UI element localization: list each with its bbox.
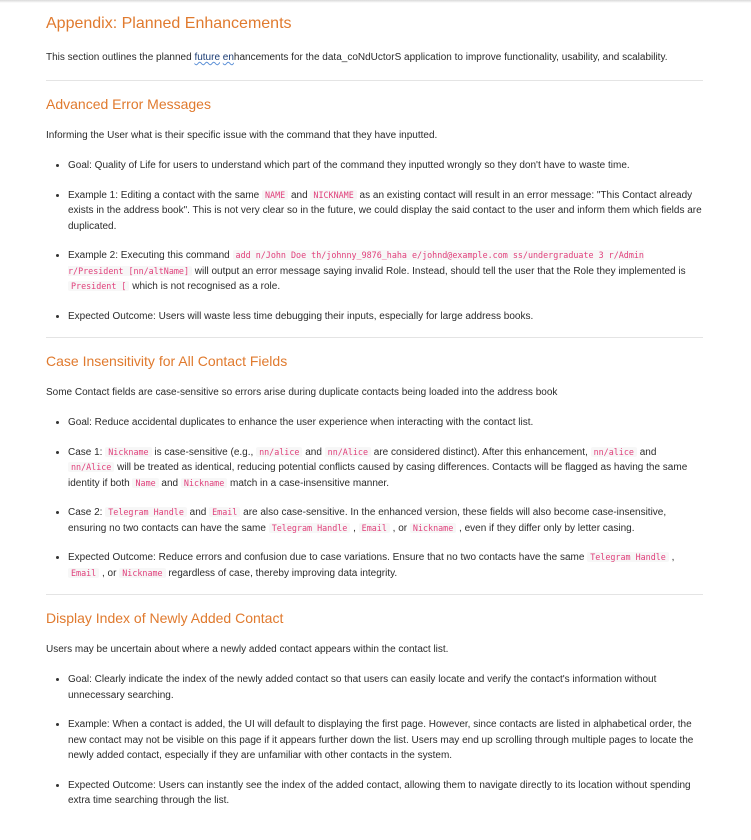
text: will be treated as identical, reducing potential conflicts caused by casing differences. Contacts will be flagged as having the same identity if both: [68, 462, 688, 489]
inline-code: Telegram Handle: [587, 552, 669, 562]
text: as an existing contact will result in an error message: "This Contact already exists in the address book". This is not very clear so in the future, we could display the said contact to the user and inform them which fields are duplicated.: [68, 189, 702, 232]
bullet-list: [46, 415, 703, 581]
text: Example 1: Editing a contact with the same: [68, 189, 262, 201]
inline-code: Email: [359, 523, 390, 533]
bullet-list: [46, 672, 703, 809]
text: regardless of case, thereby improving data integrity.: [165, 567, 398, 579]
spell-flag-en[interactable]: en: [222, 52, 234, 63]
text: ,: [668, 552, 675, 563]
section-intro: Some Contact fields are case-sensitive so errors arise during duplicate contacts being loaded into the address book: [46, 387, 558, 398]
inline-code: nn/alice: [591, 447, 637, 457]
text: and: [288, 189, 311, 201]
text: and: [186, 507, 210, 518]
spell-flag-future[interactable]: future: [194, 52, 221, 63]
list-item-outcome: [68, 550, 703, 581]
list-item-outcome: • Expected Outcome: Users can instantly see the index of the added contact, allowing them to navigate directly to its location without spending extra time searching through the list.: [68, 778, 703, 809]
inline-code: add n/John Doe th/johnny_9876_haha e/johnd@example.com ss/undergraduate 3 r/Admin r/President [nn/altName]: [68, 250, 644, 276]
top-shadow: [0, 0, 751, 3]
section-heading-error-messages: Advanced Error Messages: [46, 96, 211, 112]
intro-text-after: hancements for the data_coNdUctorS application to improve functionality, usability, and scalability.: [233, 52, 668, 63]
text: ,: [350, 522, 359, 534]
text: and: [158, 477, 181, 489]
list-item-goal: • Goal: Reduce accidental duplicates to enhance the user experience when interacting with the contact list.: [68, 415, 703, 431]
section-heading-display-index: Display Index of Newly Added Contact: [46, 610, 284, 626]
inline-code: President [: [68, 281, 129, 291]
text: Case 1:: [68, 446, 106, 458]
list-item-example-1: [68, 188, 703, 235]
section-intro: Informing the User what is their specific issue with the command that they have inputted.: [46, 130, 438, 141]
inline-code: Nickname: [181, 478, 227, 488]
section-intro: Users may be uncertain about where a newly added contact appears within the contact list.: [46, 644, 449, 655]
inline-code: nn/Alice: [68, 462, 114, 472]
page-title: Appendix: Planned Enhancements: [46, 15, 292, 32]
section-divider: [46, 80, 703, 81]
section-heading-case-insensitivity: Case Insensitivity for All Contact Fields: [46, 353, 288, 369]
inline-code: Telegram Handle: [269, 523, 351, 533]
list-item-goal: • Goal: Quality of Life for users to understand which part of the command they inputted wrongly so they don't have to waste time.: [68, 158, 703, 174]
bullet-list: [46, 158, 703, 324]
text: will output an error message saying invalid Role. Instead, should tell the user that the Role they implemented is: [192, 265, 686, 277]
inline-code: NICKNAME: [310, 190, 356, 200]
list-item-case-2: [68, 505, 703, 536]
section-divider: [46, 594, 703, 595]
inline-code: Nickname: [119, 568, 165, 578]
text: and: [302, 446, 325, 458]
text: are considered distinct). After this enhancement,: [371, 446, 591, 458]
text: , or: [99, 567, 120, 579]
list-item-case-1: [68, 445, 703, 492]
section-divider: [46, 337, 703, 338]
inline-code: Nickname: [105, 447, 151, 457]
list-item-outcome: • Expected Outcome: Users will waste less time debugging their inputs, especially for large address books.: [68, 309, 703, 325]
text: Expected Outcome: Reduce errors and confusion due to case variations. Ensure that no two contacts have the same: [68, 552, 588, 563]
list-item-goal: • Goal: Clearly indicate the index of the newly added contact so that users can easily locate and verify the contact's information without unnecessary searching.: [68, 672, 703, 703]
text: Example 2: Executing this command: [68, 250, 233, 261]
list-item-example: • Example: When a contact is added, the UI will default to displaying the first page. However, since contacts are listed in alphabetical order, the new contact may not be visible on this page if it appears further down the list. Users may end up scrolling through multiple pages to locate the newly added contact, especially if they are unfamiliar with other contacts in the system.: [68, 717, 703, 764]
intro-text-before: This section outlines the planned: [46, 52, 195, 63]
intro-paragraph: [46, 50, 703, 66]
text: match in a case-insensitive manner.: [227, 477, 389, 489]
text: are also case-sensitive. In the enhanced version, these fields will also become case-insensitive, ensuring no two contacts can have the same: [68, 507, 667, 534]
text: and: [636, 446, 657, 458]
text: which is not recognised as a role.: [129, 281, 281, 292]
inline-code: nn/alice: [256, 447, 302, 457]
inline-code: nn/Alice: [325, 447, 371, 457]
text: Case 2:: [68, 507, 106, 518]
text: , even if they differ only by letter casing.: [456, 522, 635, 534]
text: is case-sensitive (e.g.,: [151, 446, 257, 458]
text: , or: [389, 522, 410, 534]
inline-code: NAME: [262, 190, 288, 200]
inline-code: Nickname: [410, 523, 456, 533]
inline-code: Email: [68, 568, 99, 578]
inline-code: Telegram Handle: [105, 507, 187, 517]
list-item-example-2: [68, 248, 703, 295]
inline-code: Email: [209, 507, 240, 517]
inline-code: Name: [132, 478, 158, 488]
